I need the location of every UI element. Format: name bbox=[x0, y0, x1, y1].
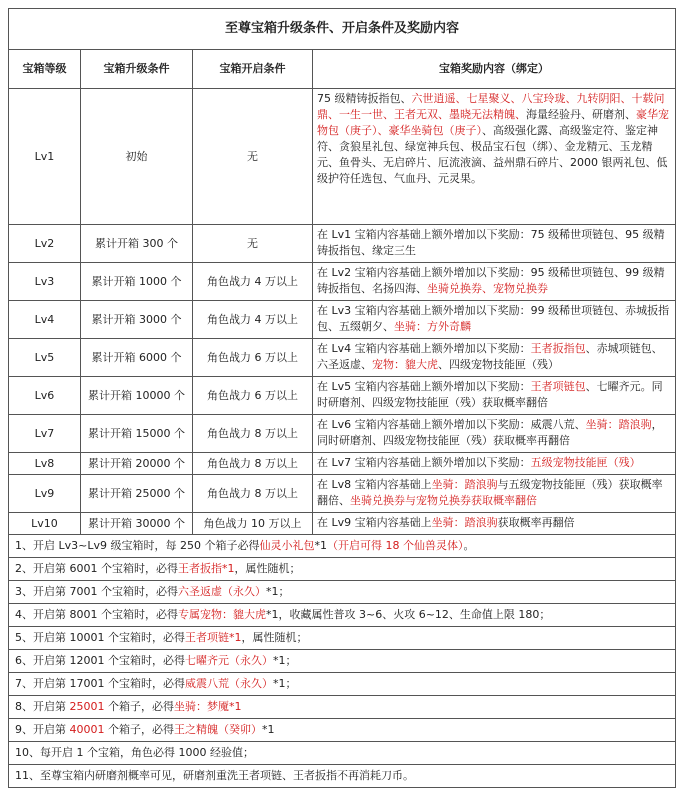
reward-cell bbox=[313, 225, 676, 263]
text-run: 在 Lv2 宝箱内容基础上额外增加以下奖励：95 级稀世项链包、99 级精铸扳指包、名扬四海、 bbox=[317, 266, 665, 295]
highlight-text: 七曜齐元（永久） bbox=[184, 654, 273, 667]
highlight-text: 坐骑：踏浪驹 bbox=[431, 516, 498, 529]
upgrade-cell: 累计开箱 15000 个 bbox=[81, 415, 193, 453]
text-run: 11、至尊宝箱内研磨剂概率可见，研磨剂重洗王者项链、王者扳指不再消耗刀币。 bbox=[15, 769, 414, 782]
note-item bbox=[9, 604, 676, 627]
reward-cell bbox=[313, 453, 676, 475]
open-cell: 角色战力 6 万以上 bbox=[193, 377, 313, 415]
reward-cell bbox=[313, 339, 676, 377]
text-run: 获取概率再翻倍 bbox=[497, 516, 575, 529]
highlight-text: 坐骑兑换券、宠物兑换券 bbox=[427, 282, 548, 295]
level-cell: Lv5 bbox=[9, 339, 81, 377]
note-item bbox=[9, 719, 676, 742]
reward-table bbox=[8, 8, 676, 788]
highlight-text: 40001 bbox=[69, 723, 105, 736]
text-run: ，属性随机； bbox=[234, 562, 301, 575]
note-item bbox=[9, 535, 676, 558]
highlight-text: 专属宠物：貔大虎 bbox=[178, 608, 266, 621]
table-row bbox=[9, 89, 676, 225]
header-row bbox=[9, 50, 676, 89]
note-row bbox=[9, 696, 676, 719]
document-frame bbox=[8, 8, 675, 788]
highlight-text: （开启可得 18 个仙兽灵体） bbox=[326, 539, 464, 552]
header-reward: 宝箱奖励内容（绑定） bbox=[313, 50, 676, 89]
table-row bbox=[9, 475, 676, 513]
open-cell: 无 bbox=[193, 89, 313, 225]
note-item bbox=[9, 650, 676, 673]
highlight-text: 仙灵小礼包 bbox=[259, 539, 315, 552]
reward-cell bbox=[313, 89, 676, 225]
text-run: 、七曜齐元。同时研磨剂、四级宠物技能匣（残）获取概率翻倍 bbox=[317, 380, 663, 409]
text-run: *1 bbox=[314, 539, 327, 552]
open-cell: 角色战力 10 万以上 bbox=[193, 513, 313, 535]
text-run: 在 Lv5 宝箱内容基础上额外增加以下奖励： bbox=[317, 380, 531, 393]
text-run: 、高级强化露、高级鉴定符、鉴定神符、贪狼星礼包、绿宽神兵包、极品宝石包（绑）、金龙精元、玉龙精元、鱼骨头、无启碎片、厄流液滴、益州鼎石碎片、2000 银两礼包、低级护符任选包、气血丹、元灵果。 bbox=[317, 124, 668, 185]
table-row bbox=[9, 339, 676, 377]
text-run: 75 级精铸扳指包、 bbox=[317, 92, 412, 105]
level-cell: Lv9 bbox=[9, 475, 81, 513]
text-run: ，同时研磨剂、四级宠物技能匣（残）获取概率再翻倍 bbox=[317, 418, 663, 447]
highlight-text: 宠物：貔大虎 bbox=[372, 358, 438, 371]
text-run: 在 Lv4 宝箱内容基础上额外增加以下奖励： bbox=[317, 342, 531, 355]
level-cell: Lv10 bbox=[9, 513, 81, 535]
table-row bbox=[9, 453, 676, 475]
text-run: 5、开启第 10001 个宝箱时，必得 bbox=[15, 631, 185, 644]
note-row bbox=[9, 604, 676, 627]
text-run: *1，收藏属性普攻 3~6、火攻 6~12、生命值上限 180； bbox=[266, 608, 551, 621]
text-run: 在 Lv3 宝箱内容基础上额外增加以下奖励：99 级稀世项链包、赤城扳指包、五缀朝夕、 bbox=[317, 304, 670, 333]
text-run: 个箱子，必得 bbox=[104, 700, 174, 713]
upgrade-cell: 累计开箱 20000 个 bbox=[81, 453, 193, 475]
highlight-text: 坐骑：梦魇*1 bbox=[174, 700, 242, 713]
header-open: 宝箱开启条件 bbox=[193, 50, 313, 89]
highlight-text: 王者项链包 bbox=[530, 380, 586, 393]
open-cell: 角色战力 8 万以上 bbox=[193, 453, 313, 475]
upgrade-cell: 累计开箱 1000 个 bbox=[81, 263, 193, 301]
text-run: 海量经验丹、研磨剂、 bbox=[526, 108, 636, 121]
open-cell: 角色战力 4 万以上 bbox=[193, 301, 313, 339]
note-row bbox=[9, 742, 676, 765]
notes-section bbox=[9, 535, 676, 788]
highlight-text: 六世逍遥、七星聚义、八宝玲珑、九转阴阳、十载问鼎、一生一世、王者无双、墨晓无法精魄、 bbox=[317, 92, 665, 121]
text-run: 在 Lv9 宝箱内容基础上 bbox=[317, 516, 432, 529]
text-run: 在 Lv7 宝箱内容基础上额外增加以下奖励： bbox=[317, 456, 531, 469]
upgrade-cell: 累计开箱 3000 个 bbox=[81, 301, 193, 339]
text-run: *1； bbox=[272, 654, 297, 667]
note-row bbox=[9, 535, 676, 558]
highlight-text: 坐骑：方外奇麟 bbox=[394, 320, 471, 333]
upgrade-cell: 累计开箱 10000 个 bbox=[81, 377, 193, 415]
highlight-text: 豪华宠物包（庚子）、豪华坐骑包（庚子） bbox=[317, 108, 669, 137]
reward-cell bbox=[313, 301, 676, 339]
table-row bbox=[9, 513, 676, 535]
open-cell: 角色战力 8 万以上 bbox=[193, 415, 313, 453]
highlight-text: 坐骑：踏浪驹 bbox=[431, 478, 498, 491]
open-cell: 无 bbox=[193, 225, 313, 263]
text-run: 在 Lv6 宝箱内容基础上额外增加以下奖励：威震八荒、 bbox=[317, 418, 586, 431]
text-run: *1； bbox=[272, 677, 297, 690]
highlight-text: 五级宠物技能匣（残） bbox=[530, 456, 641, 469]
text-run: 在 Lv8 宝箱内容基础上 bbox=[317, 478, 432, 491]
text-run: 8、开启第 bbox=[15, 700, 70, 713]
highlight-text: 王者扳指包 bbox=[530, 342, 586, 355]
table-row bbox=[9, 225, 676, 263]
highlight-text: 威震八荒（永久） bbox=[184, 677, 273, 690]
text-run: 在 Lv1 宝箱内容基础上额外增加以下奖励：75 级稀世项链包、95 级精铸扳指包、缘定三生 bbox=[317, 228, 665, 257]
table-row bbox=[9, 377, 676, 415]
reward-cell bbox=[313, 475, 676, 513]
level-cell: Lv7 bbox=[9, 415, 81, 453]
text-run: 、赤城项链包、六圣返虚、 bbox=[317, 342, 663, 371]
reward-cell bbox=[313, 513, 676, 535]
text-run: 、四级宠物技能匣（残） bbox=[438, 358, 559, 371]
text-run: 个箱子，必得 bbox=[104, 723, 174, 736]
highlight-text: 王者扳指*1 bbox=[178, 562, 235, 575]
note-item bbox=[9, 581, 676, 604]
note-row bbox=[9, 558, 676, 581]
highlight-text: 坐骑兑换券与宠物兑换券获取概率翻倍 bbox=[350, 494, 537, 507]
level-cell: Lv6 bbox=[9, 377, 81, 415]
note-item bbox=[9, 627, 676, 650]
highlight-text: 王之精魄（癸卯） bbox=[174, 723, 262, 736]
level-cell: Lv4 bbox=[9, 301, 81, 339]
note-row bbox=[9, 581, 676, 604]
note-row bbox=[9, 719, 676, 742]
level-cell: Lv8 bbox=[9, 453, 81, 475]
level-cell: Lv3 bbox=[9, 263, 81, 301]
open-cell: 角色战力 4 万以上 bbox=[193, 263, 313, 301]
upgrade-cell: 累计开箱 30000 个 bbox=[81, 513, 193, 535]
level-cell: Lv2 bbox=[9, 225, 81, 263]
upgrade-cell: 初始 bbox=[81, 89, 193, 225]
note-item bbox=[9, 742, 676, 765]
open-cell: 角色战力 8 万以上 bbox=[193, 475, 313, 513]
text-run: 与五级宠物技能匣（残）获取概率翻倍、 bbox=[317, 478, 663, 507]
text-run: 4、开启第 8001 个宝箱时，必得 bbox=[15, 608, 178, 621]
note-row bbox=[9, 673, 676, 696]
note-row bbox=[9, 627, 676, 650]
note-row bbox=[9, 650, 676, 673]
table-row bbox=[9, 263, 676, 301]
highlight-text: 坐骑：踏浪驹 bbox=[585, 418, 652, 431]
text-run: 。 bbox=[463, 539, 475, 552]
text-run: *1 bbox=[262, 723, 275, 736]
reward-cell bbox=[313, 415, 676, 453]
reward-cell bbox=[313, 377, 676, 415]
level-cell: Lv1 bbox=[9, 89, 81, 225]
text-run: 1、开启 Lv3~Lv9 级宝箱时，每 250 个箱子必得 bbox=[15, 539, 260, 552]
header-upgrade: 宝箱升级条件 bbox=[81, 50, 193, 89]
text-run: 9、开启第 bbox=[15, 723, 70, 736]
text-run: 3、开启第 7001 个宝箱时，必得 bbox=[15, 585, 178, 598]
text-run: *1； bbox=[266, 585, 290, 598]
page-title: 至尊宝箱升级条件、开启条件及奖励内容 bbox=[9, 9, 676, 50]
table-body bbox=[9, 89, 676, 535]
note-item bbox=[9, 673, 676, 696]
highlight-text: 六圣返虚（永久） bbox=[178, 585, 266, 598]
note-item bbox=[9, 558, 676, 581]
open-cell: 角色战力 6 万以上 bbox=[193, 339, 313, 377]
upgrade-cell: 累计开箱 25000 个 bbox=[81, 475, 193, 513]
header-level: 宝箱等级 bbox=[9, 50, 81, 89]
highlight-text: 25001 bbox=[69, 700, 105, 713]
text-run: 6、开启第 12001 个宝箱时，必得 bbox=[15, 654, 185, 667]
upgrade-cell: 累计开箱 300 个 bbox=[81, 225, 193, 263]
text-run: 7、开启第 17001 个宝箱时，必得 bbox=[15, 677, 185, 690]
text-run: 10、每开启 1 个宝箱，角色必得 1000 经验值； bbox=[15, 746, 254, 759]
highlight-text: 王者项链*1 bbox=[184, 631, 242, 644]
table-row bbox=[9, 301, 676, 339]
note-item bbox=[9, 696, 676, 719]
table-row bbox=[9, 415, 676, 453]
text-run: ，属性随机； bbox=[241, 631, 308, 644]
text-run: 2、开启第 6001 个宝箱时，必得 bbox=[15, 562, 178, 575]
reward-cell bbox=[313, 263, 676, 301]
upgrade-cell: 累计开箱 6000 个 bbox=[81, 339, 193, 377]
